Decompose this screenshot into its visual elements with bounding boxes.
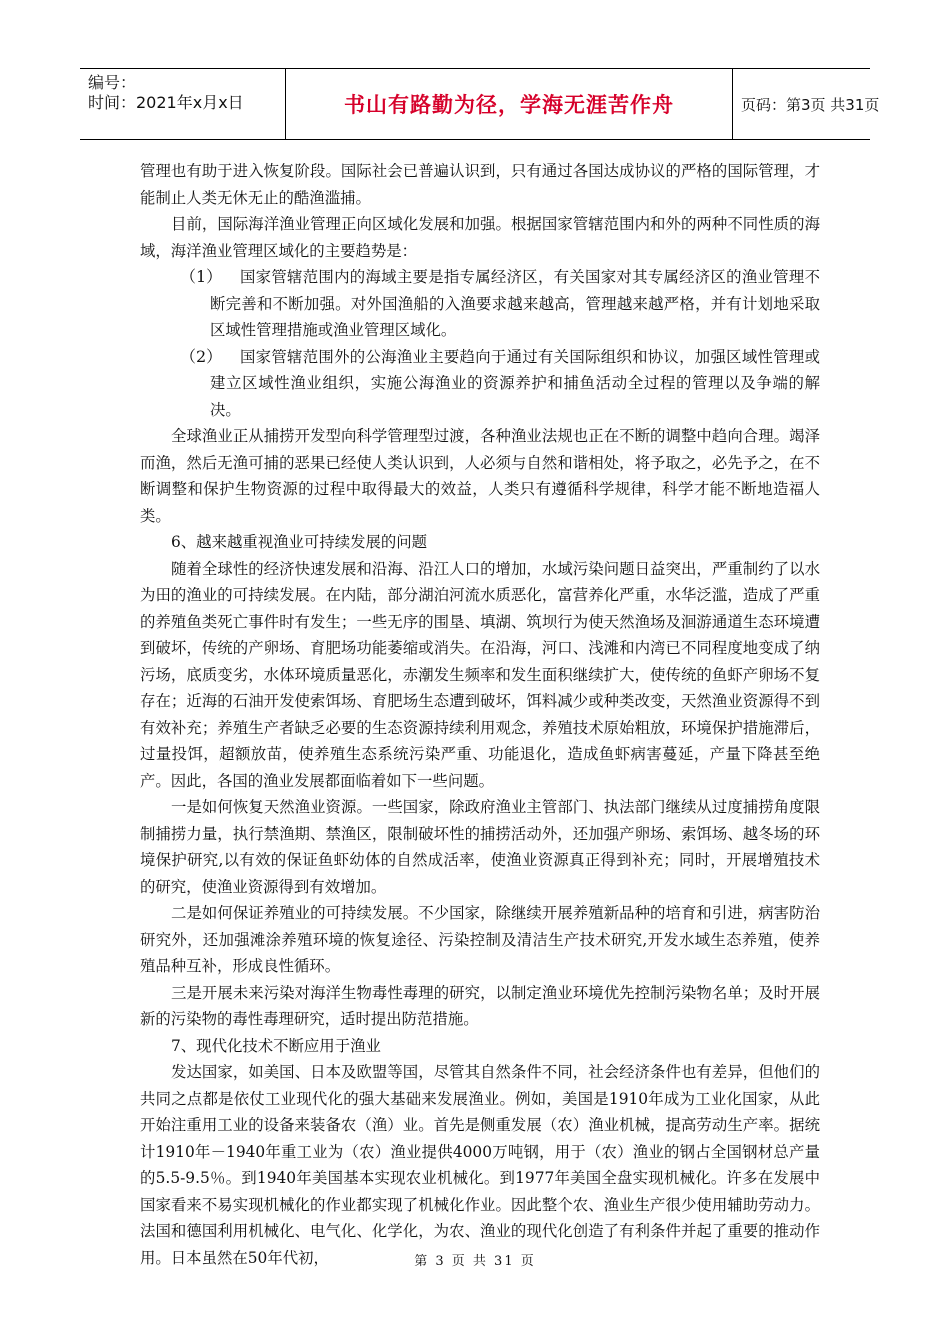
- header-page-number: 页码：第3页 共31页: [741, 95, 880, 114]
- paragraph: 一是如何恢复天然渔业资源。一些国家，除政府渔业主管部门、执法部门继续从过度捕捞角度限制捕捞力量，执行禁渔期、禁渔区，限制破坏性的捕捞活动外，还加强产卵场、索饵场、越冬场的环境保护研究,以有效的保证鱼虾幼体的自然成活率，使渔业资源真正得到补充；同时，开展增殖技术的研究，使渔业资源得到有效增加。: [140, 798, 820, 896]
- paragraph: 全球渔业正从捕捞开发型向科学管理型过渡，各种渔业法规也正在不断的调整中趋向合理。竭泽而渔，然后无渔可捕的恶果已经使人类认识到，人必须与自然和谐相处，将予取之，必先予之，在不断调整和保护生物资源的过程中取得最大的效益，人类只有遵循科学规律，科学才能不断地造福人类。: [140, 427, 820, 525]
- list-item-text: 国家管辖范围内的海域主要是指专属经济区，有关国家对其专属经济区的渔业管理不断完善和不断加强。对外国渔船的入渔要求越来越高，管理越来越严格，并有计划地采取区域性管理措施或渔业管理区域化。: [210, 268, 820, 339]
- section-heading: 7、现代化技术不断应用于渔业: [171, 1036, 381, 1055]
- paragraph: 发达国家，如美国、日本及欧盟等国，尽管其自然条件不同，社会经济条件也有差异，但他们的共同之点都是依仗工业现代化的强大基础来发展渔业。例如，美国是1910年成为工业化国家，从此开始注重用工业的设备来装备农（渔）业。首先是侧重发展（农）渔业机械，提高劳动生产率。据统计1910年－1940年重工业为（农）渔业提供4000万吨钢，用于（农）渔业的钢占全国钢材总产量的5.5-9.5％。到1940年美国基本实现农业机械化。到1977年美国全盘实现机械化。许多在发展中国家看来不易实现机械化的作业都实现了机械化作业。因此整个农、渔业生产很少使用辅助劳动力。法国和德国利用机械化、电气化、化学化，为农、渔业的现代化创造了有利条件并起了重要的推动作用。日本虽然在50年代初，: [140, 1063, 820, 1267]
- header-motto: 书山有路勤为径，学海无涯苦作舟: [285, 69, 733, 139]
- list-item: [140, 344, 820, 424]
- paragraph: 三是开展未来污染对海洋生物毒性毒理的研究，以制定渔业环境优先控制污染物名单；及时开展新的污染物的毒性毒理研究，适时提出防范措施。: [140, 983, 820, 1028]
- paragraph: 目前，国际海洋渔业管理正向区域化发展和加强。根据国家管辖范围内和外的两种不同性质的海域，海洋渔业管理区域化的主要趋势是：: [140, 215, 820, 260]
- document-body: [140, 158, 820, 1271]
- header-info: [80, 69, 285, 139]
- list-item: [140, 264, 820, 344]
- doc-number-label: 编号：: [88, 73, 137, 92]
- list-number: （2）: [180, 346, 223, 366]
- page-footer: 第 3 页 共 31 页: [414, 1254, 536, 1269]
- paragraph: 随着全球性的经济快速发展和沿海、沿江人口的增加，水域污染问题日益突出，严重制约了以水为田的渔业的可持续发展。在内陆，部分湖泊河流水质恶化，富营养化严重，水华泛滥，造成了严重的养殖鱼类死亡事件时有发生；一些无序的围垦、填湖、筑坝行为使天然渔场及洄游通道生态环境遭到破坏，传统的产卵场、育肥场功能萎缩或消失。在沿海，河口、浅滩和内湾已不同程度地变成了纳污场，底质变劣，水体环境质量恶化，赤潮发生频率和发生面积继续扩大，使传统的鱼虾产卵场不复存在；近海的石油开发使索饵场、育肥场生态遭到破坏，饵料减少或种类改变，天然渔业资源得不到有效补充；养殖生产者缺乏必要的生态资源持续利用观念，养殖技术原始粗放，环境保护措施滞后，过量投饵，超额放苗，使养殖生态系统污染严重、功能退化，造成鱼虾病害蔓延，产量下降甚至绝产。因此，各国的渔业发展都面临着如下一些问题。: [140, 559, 820, 790]
- section-heading: 6、越来越重视渔业可持续发展的问题: [171, 533, 428, 551]
- paragraph: 二是如何保证养殖业的可持续发展。不少国家，除继续开展养殖新品种的培育和引进，病害防治研究外，还加强滩涂养殖环境的恢复途径、污染控制及清洁生产技术研究,开发水域生态养殖，使养殖品种互补，形成良性循环。: [140, 904, 820, 975]
- page-header: [80, 68, 880, 140]
- list-item-text: 国家管辖范围外的公海渔业主要趋向于通过有关国际组织和协议，加强区域性管理或建立区域性渔业组织，实施公海渔业的资源养护和捕鱼活动全过程的管理以及争端的解决。: [210, 347, 820, 419]
- paragraph: 管理也有助于进入恢复阶段。国际社会已普遍认识到，只有通过各国达成协议的严格的国际管理，才能制止人类无休无止的酷渔滥捕。: [140, 162, 820, 207]
- date-label: 时间：2021年x月x日: [88, 93, 244, 112]
- list-number: （1）: [180, 267, 223, 286]
